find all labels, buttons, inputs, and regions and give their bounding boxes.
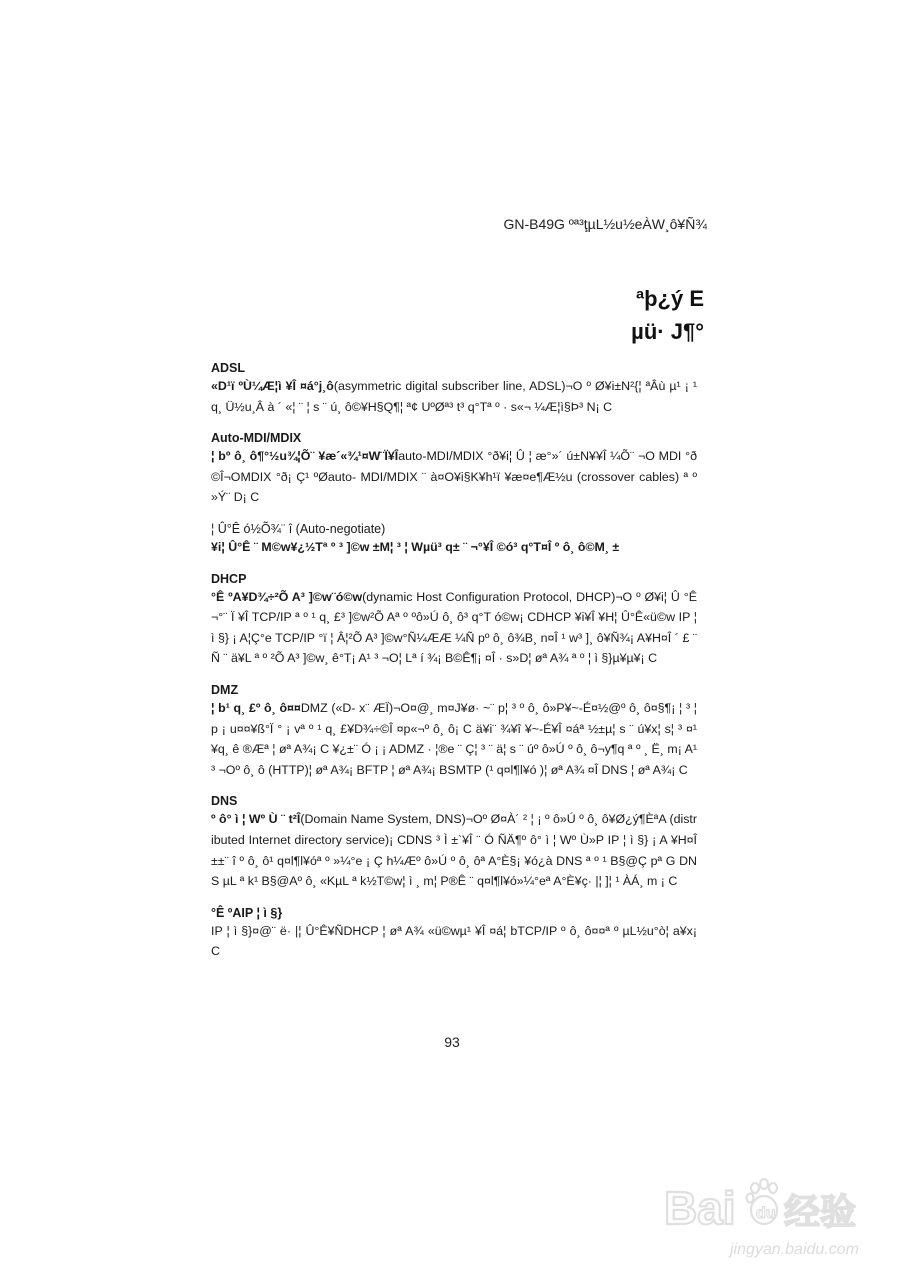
term-lead: °Ê ºA¥D¾÷²Õ A³ ]©w¨ó©w (211, 589, 363, 604)
baidu-watermark (660, 1168, 880, 1268)
term-dynamic-ip (211, 905, 697, 962)
term-lead: ¦ b¹ q¸ £º ô¸ ô¤¤ (211, 700, 301, 715)
svg-text:du: du (756, 1205, 776, 1222)
chapter-title (631, 282, 704, 348)
term-body (211, 809, 697, 891)
term-body (211, 587, 697, 669)
term-adsl (211, 360, 697, 417)
term-text: DMZ («D- x¨ ÆÏ)¬O¤@¸ m¤J¥ø· ~¨ p¦ ³ º ô¸ ô»P¥~-É¤½@º ô¸ ô¤§¶¡ ¦ ³ ¦ p ¡ u¤¤¥ß°Ï ° ¡ vª º ¹ q¸ £¥D¾÷©Î ¤p«¬º ô¸ ô¡ C ä¥i¨ ¾¥î ¥~-É¥Î ¤áª ½±µ¦ s ¨ ú¥x¦ s¦ ³ ¤¹¥q¸ ê ®Æª ¦ øª A¾¡ C ¥¿±¨ Ó ¡ ¡ ADMZ · ¦®e ¨ Ç¦ ³ ¨ ä¦ s ¨ úº ô»Ú º ô¸ ô¬y¶q ª º ¸ Ë¸ m¡ A¹ ³ ¬Oº ô¸ ô (HTTP)¦ øª A¾¡ BFTP ¦ øª A¾¡ BSMTP (¹ q¤l¶l¥ó )¦ øª A¾ ¤Î DNS ¦ øª A¾¡ C (211, 700, 697, 777)
term-text: IP ¦ ì §}¤@¨ ë· |¦ Û°Ê¥ÑDHCP ¦ øª A¾ «ü©wµ¹ ¥Î ¤á¦ bTCP/IP º ô¸ ô¤¤ª º µL½u°ò¦ a¥x¡ C (211, 923, 697, 959)
term-dmz (211, 682, 697, 780)
term-title: DNS (211, 794, 238, 809)
term-text: (Domain Name System, DNS)¬Oº Ø¤À´ ² ¦ ¡ º ô»Ú º ô¸ ô¥Ø¿ý¶ÈªA (distributed Internet directory service)¡ CDNS ³ Ì ±`¥Î ¨ Ó ÑÄ¶º ô° ì ¦ Wº Ù»P IP ¦ ì §} ¡ A ¥H¤Î ±±¨ î º ô¸ ô¹ q¤l¶l¥óª º »¼°e ¡ Ç h¼Æº ô»Ú º ô¸ ôª A°È§¡ ¥ó¿à DNS ª º ¹ B§@Ç pª G DNS µL ª k¹ B§@Aº ô¸ «KµL ª k½T©w¦ ì ¸ m¦ P®Ê ¨ q¤l¶l¥ó»¼°eª A°È¥ç· |¦ ]¦ ¹ ÀÁ¸ m ¡ C (211, 812, 697, 889)
term-dhcp (211, 571, 697, 669)
svg-text:经验: 经验 (784, 1192, 857, 1233)
chapter-title-line-1: ªþ¿ý E (635, 286, 704, 311)
term-body (211, 537, 697, 558)
term-text: auto-MDI/MDIX °ð¥i¦ Û ¦ æ°»´ ú±N¥¥Î ¼Õ¨ ¬O MDI °ð©Î¬OMDIX °ð¡ Ç¹ ºØauto- MDI/MDIX ¨ à¤O¥i§K¥h¹ï ¥æ¤e¶Æ½u (crossover cables) ª º »Ý¨ D¡ C (211, 449, 697, 505)
term-title: DHCP (211, 571, 247, 586)
page-number: 93 (444, 1034, 460, 1050)
term-lead: «D¹ï ºÙ¼Æ¦ì ¥Î ¤á°j¸ô (211, 379, 334, 393)
svg-text:Bai: Bai (664, 1182, 736, 1234)
term-body (211, 698, 697, 780)
chapter-title-line-2: µü· J¶° (631, 319, 704, 344)
glossary-content (211, 360, 697, 975)
term-body (211, 376, 697, 417)
term-lead: º ô° ì ¦ Wº Ù ¨ t²Î (211, 812, 301, 827)
term-title: ¦ Û°Ê ó½Õ¾¨ î (Auto-negotiate) (211, 521, 386, 536)
term-title: °Ê ºAIP ¦ ì §} (211, 905, 283, 920)
term-text: (dynamic Host Configuration Protocol, DHCP)¬O º Ø¥i¦ Û °Ê¬°¨ Ï ¥Î TCP/IP ª º ¹ q¸ £³ ]©w²Õ Aª º ºô»Ú ô¸ ô³ q°T ó©w¡ CDHCP ¥i¥Î ¥H¦ Û°Ê«ü©w IP ¦ ì §} ¡ A¦Ç°e TCP/IP °ï ¦ Â¦²Õ A³ ]©w°Ñ¼ÆÆ ¼Ñ pº ô¸ ô¾B¸ n¤Î ¹ w³ ]¸ ô¥Ñ¾¡ A¥H¤Î ´ £ ¨ Ñ ¨ ä¥L ª º ²Õ A³ ]©w¸ ê°T¡ A¹ ³ ¬O¦ Lª í ¾¡ B©Ê¶¡ ¤Î · s»D¦ øª A¾ ª º ¦ ì §}µ¥µ¥¡ C (211, 589, 698, 666)
term-title: Auto-MDI/MDIX (211, 431, 302, 446)
term-body (211, 446, 697, 508)
term-auto-negotiate (211, 521, 697, 558)
watermark-url: jingyan.baidu.com (730, 1241, 859, 1258)
term-body (211, 921, 697, 962)
term-text: (asymmetric digital subscriber line, ADSL)¬O º Ø¥i±N²{¦ ªÂù µ¹ ¡ ¹ q¸ Ü½u¸Â à ´ «¦ ¨ ¦ s ¨ ú¸ ô©¥H§Q¶¦ ª¢ UºØª³ t³ q°Tª º · s«¬ ¼Æ¦ì§Þ³ N¡ C (211, 379, 697, 414)
term-auto-mdi-mdix (211, 430, 697, 508)
term-lead: ¦ bº ô¸ ô¶°½u¾¦Õ¨ ¥æ´«¾¹¤W¨Ï¥Î (211, 449, 399, 464)
term-dns (211, 793, 697, 891)
baidu-logo-icon (660, 1168, 880, 1268)
term-title: DMZ (211, 682, 239, 697)
page-header (503, 216, 707, 232)
term-lead: ¥i¦ Û°Ê ¨ M©w¥¿½Tª º ³ ]©w ±M¦ ³ ¦ Wµü³ q± ¨ ¬°¥Î ©ó³ q°T¤Î º ô¸ ô©M¸ ± (211, 539, 620, 554)
header-text: GN-B49G ºª³ţµL½u½eÀW¸ô¥Ñ¾ (503, 216, 707, 232)
term-title: ADSL (211, 361, 246, 375)
